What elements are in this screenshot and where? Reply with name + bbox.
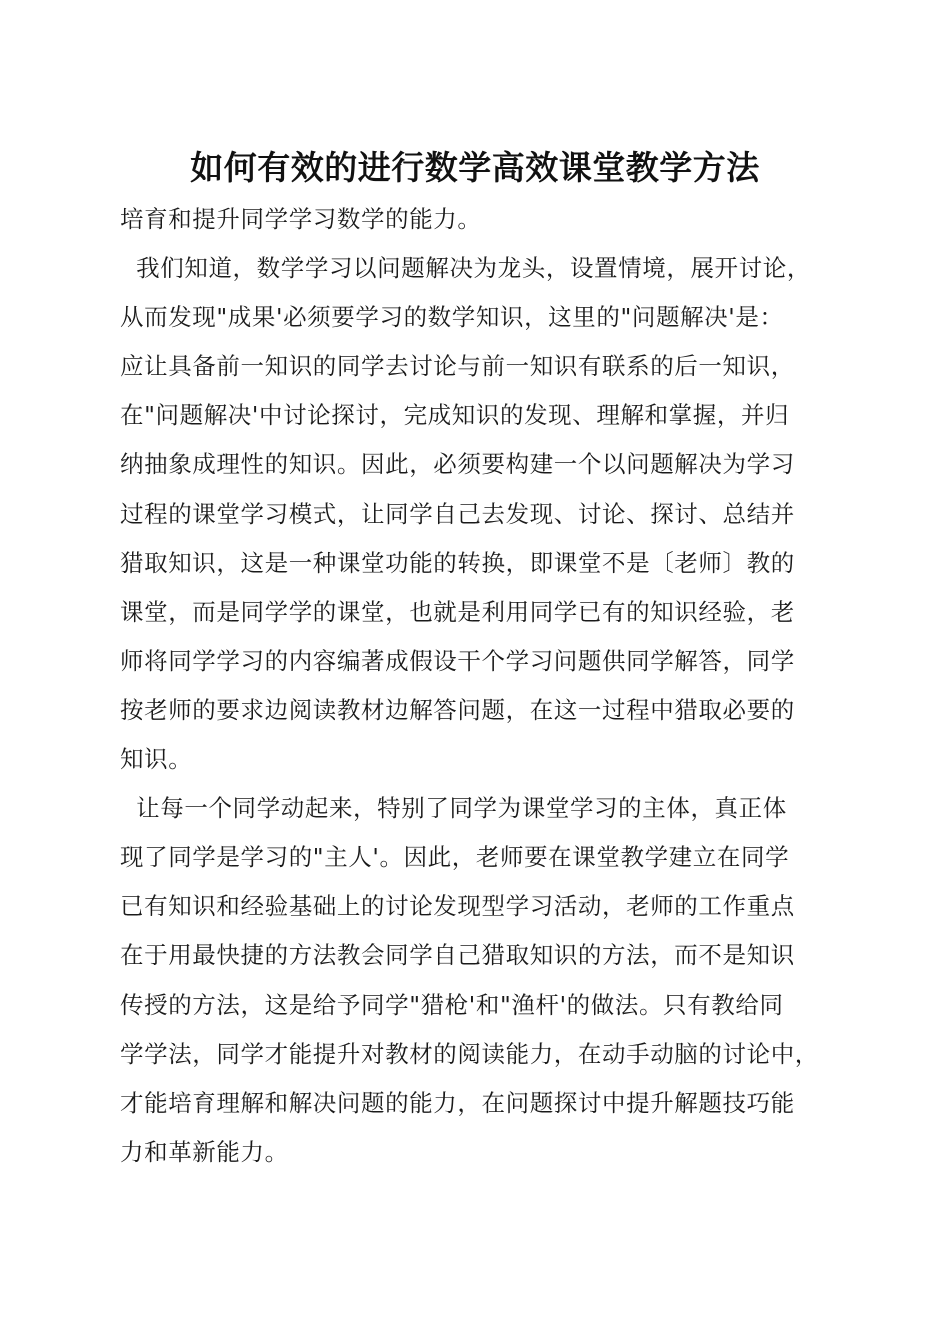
document-title: 如何有效的进行数学高效课堂教学方法	[190, 148, 760, 187]
text-line: 从而发现"成果'必须要学习的数学知识，这里的"问题解决'是：	[120, 303, 784, 332]
text-line: 按老师的要求边阅读教材边解答问题，在这一过程中猎取必要的	[120, 695, 795, 724]
text-line: 纳抽象成理性的知识。因此，必须要构建一个以问题解决为学习	[120, 450, 795, 479]
text-line: 在"问题解决'中讨论探讨，完成知识的发现、理解和掌握，并归	[120, 401, 790, 430]
text-line: 让每一个同学动起来，特别了同学为课堂学习的主体，真正体	[120, 794, 787, 823]
text-line: 我们知道，数学学习以问题解决为龙头，设置情境，展开讨论，	[120, 254, 811, 283]
text-line: 现了同学是学习的"主人'。因此，老师要在课堂教学建立在同学	[120, 843, 790, 872]
text-line: 已有知识和经验基础上的讨论发现型学习活动，老师的工作重点	[120, 892, 795, 921]
text-line: 课堂，而是同学学的课堂，也就是利用同学已有的知识经验，老	[120, 597, 795, 626]
text-line: 知识。	[120, 745, 193, 774]
document-body	[120, 195, 840, 1177]
text-line: 培育和提升同学学习数学的能力。	[120, 205, 482, 233]
text-line: 传授的方法，这是给予同学"猎枪'和"渔杆'的做法。只有教给同	[120, 990, 784, 1019]
text-line: 猎取知识，这是一种课堂功能的转换，即课堂不是〔老师〕教的	[120, 548, 795, 577]
text-line: 学学法，同学才能提升对教材的阅读能力，在动手动脑的讨论中，	[120, 1039, 819, 1068]
text-line: 才能培育理解和解决问题的能力，在问题探讨中提升解题技巧能	[120, 1088, 795, 1117]
text-line: 过程的课堂学习模式，让同学自己去发现、讨论、探讨、总结并	[120, 499, 795, 528]
text-line: 力和革新能力。	[120, 1137, 289, 1166]
text-line: 应让具备前一知识的同学去讨论与前一知识有联系的后一知识，	[120, 352, 795, 381]
text-line: 师将同学学习的内容编著成假设干个学习问题供同学解答，同学	[120, 646, 795, 675]
text-line: 在于用最快捷的方法教会同学自己猎取知识的方法，而不是知识	[120, 941, 795, 970]
